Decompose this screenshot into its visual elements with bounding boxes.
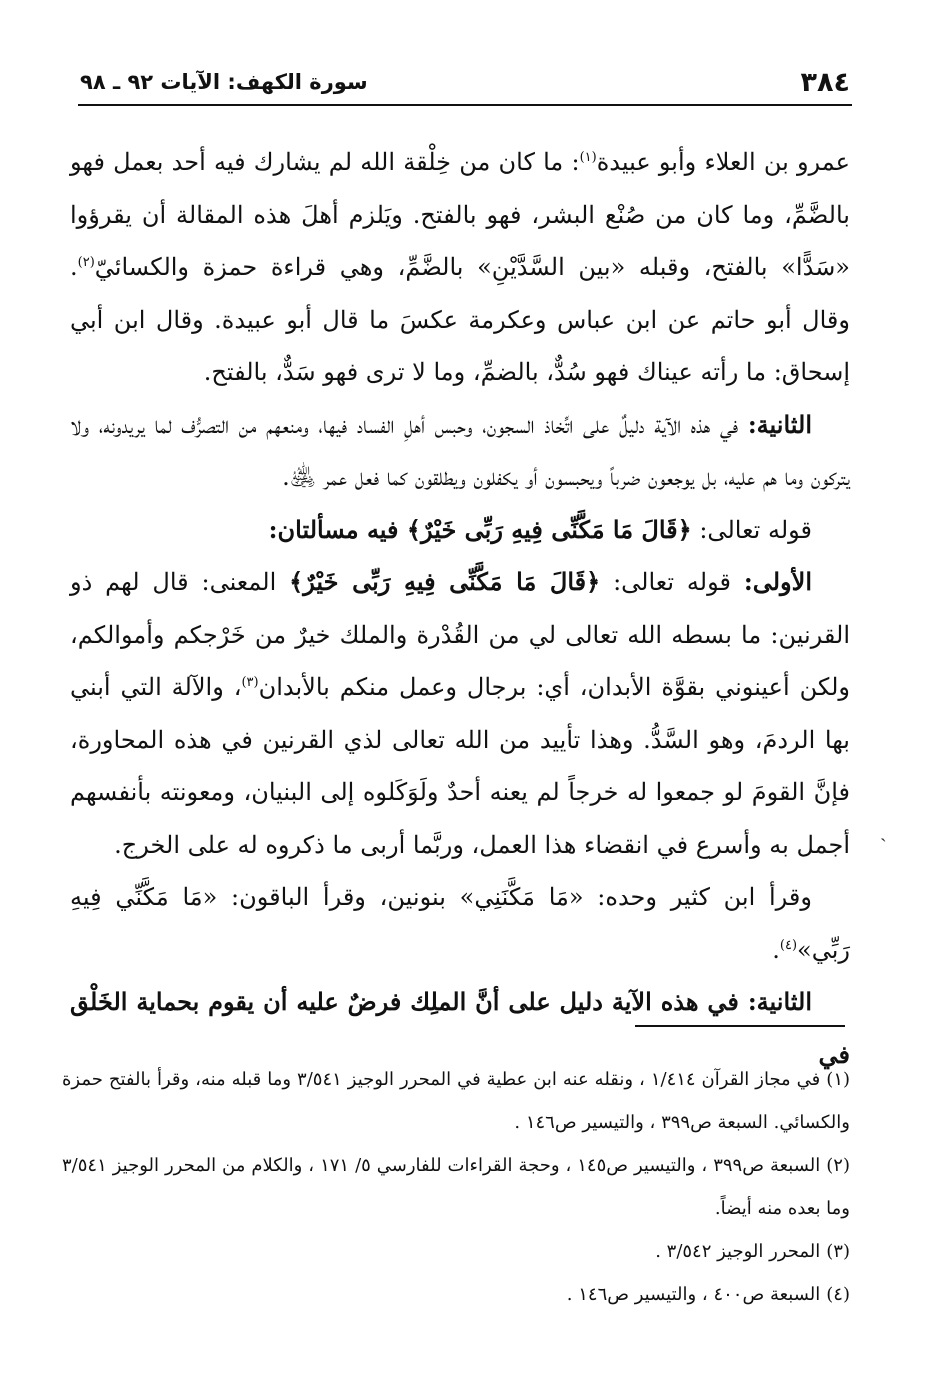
paragraph-6: الثانية: في هذه الآية دليل على أنَّ الملِك فرضٌ عليه أن يقوم بحماية الخَلْق في [70, 987, 850, 1069]
footnote-number: (٣) [826, 1241, 850, 1262]
footnote-ref-1: (١) [579, 150, 597, 165]
footnote-text: في مجاز القرآن ١/٤١٤ ، ونقله عنه ابن عطية في المحرر الوجيز ٣/٥٤١ وما قبله منه، وقرأ بالفتح حمزة والكسائي. السبعة ص٣٩٩ ، والتيسير ص١٤٦ . [62, 1069, 850, 1133]
section-lead: الثانية: [747, 987, 812, 1016]
footnote-ref-3: (٣) [241, 675, 259, 690]
paragraph-3: قوله تعالى: ﴿قَالَ مَا مَكَّنِّى فِيهِ رَبِّى خَيْرٌ﴾ فيه مسألتان: [268, 514, 812, 544]
paragraph-1: عمرو بن العلاء وأبو عبيدة$^{(١)}$: ما كان من خِلْقة الله لم يشارك فيه أحد بعمل فهو بالضَّمِّ، وما كان من صُنْع البشر، فهو بالفتح. ويَلزم أهلَ هذه المقالة أن يقرؤوا «سَدًّا» بالفتح، وقبله «بين السَّدَّيْنِ» بالضَّمِّ، وهي قراءة حمزة والكسائيّ$^{(٢)}$. وقال أبو حاتم عن ابن عباس وعكرمة عكسَ ما قال أبو عبيدة. وقال ابن أبي إسحاق: ما رأته عيناك فهو سُدٌّ، بالضمِّ، وما لا ترى فهو سَدٌّ، بالفتح. [70, 148, 850, 386]
footnote [62, 1230, 850, 1273]
footnote-text: السبعة ص٣٩٩ ، والتيسير ص١٤٥ ، وحجة القراءات للفارسي ٥/ ١٧١ ، والكلام من المحرر الوجيز ٣/٥٤١ وما بعده منه أيضاً. [62, 1155, 850, 1219]
footnote-text: المحرر الوجيز ٣/٥٤٢ . [655, 1241, 821, 1262]
footnote-number: (١) [826, 1069, 851, 1090]
main-text [70, 136, 850, 1081]
quran-verse: ﴿قَالَ مَا مَكَّنِّى فِيهِ رَبِّى خَيْرٌ﴾ [406, 514, 692, 544]
footnote-number: (٢) [826, 1155, 850, 1176]
margin-mark: ˏ [880, 818, 887, 842]
section-lead: الأولى: [743, 567, 812, 596]
running-head: سورة الكهف: الآيات ٩٢ ـ ٩٨ [80, 70, 368, 94]
quran-verse: ﴿قَالَ مَا مَكَّنِّى فِيهِ رَبِّى خَيْرٌ﴾ [289, 567, 601, 596]
footnote [62, 1273, 850, 1316]
page-number: ٣٨٤ [800, 66, 850, 98]
footnote-rule [635, 1025, 845, 1027]
footnote-ref-4: (٤) [779, 937, 798, 953]
footnotes [62, 1058, 850, 1316]
paragraph-4: الأولى: قوله تعالى: ﴿قَالَ مَا مَكَّنِّى فِيهِ رَبِّى خَيْرٌ﴾ المعنى: قال لهم ذو القرنين: ما بسطه الله تعالى لي من القُدْرة والملك خيرٌ من خَرْجكم وأموالكم، ولكن أعينوني بقوَّة الأبدان، أي: برجال وعمل منكم بالأبدان$^{(٣)}$، والآلة التي أبني بها الردمَ، وهو السَّدُّ. وهذا تأييد من الله تعالى لذي القرنين في هذه المحاورة، فإنَّ القومَ لو جمعوا له خرجاً لم يعنه أحدٌ ولَوَكَلوه إلى البنيان، ومعونته بأنفسهم أجمل به وأسرع في انقضاء هذا العمل، وربَّما أربى ما ذكروه له على الخرج. [70, 567, 851, 859]
footnote-text: السبعة ص٤٠٠ ، والتيسير ص١٤٦ . [566, 1284, 821, 1305]
footnote [62, 1144, 850, 1230]
footnote [62, 1058, 850, 1144]
page-header [80, 62, 850, 102]
header-rule [78, 104, 852, 106]
footnote-number: (٤) [826, 1284, 850, 1305]
paragraph-5: وقرأ ابن كثير وحده: «مَا مَكَّنَنِي» بنونين، وقرأ الباقون: «مَا مَكَّنِّي فِيهِ رَبِّي»$^{(٤)}$. [70, 883, 850, 964]
footnote-ref-2: (٢) [77, 255, 95, 270]
paragraph-2: الثانية: في هذه الآية دليلٌ على اتِّخاذ السجون، وحبس أهلِ الفساد فيها، ومنعهم من التصرُّف لما يريدونه، ولا يتركون وما هم عليه، بل يوجعون ضرباً ويحبسون أو يكفلون ويطلقون كما فعل عمر ﵁. [70, 409, 850, 491]
section-lead: الثانية: [747, 409, 812, 439]
